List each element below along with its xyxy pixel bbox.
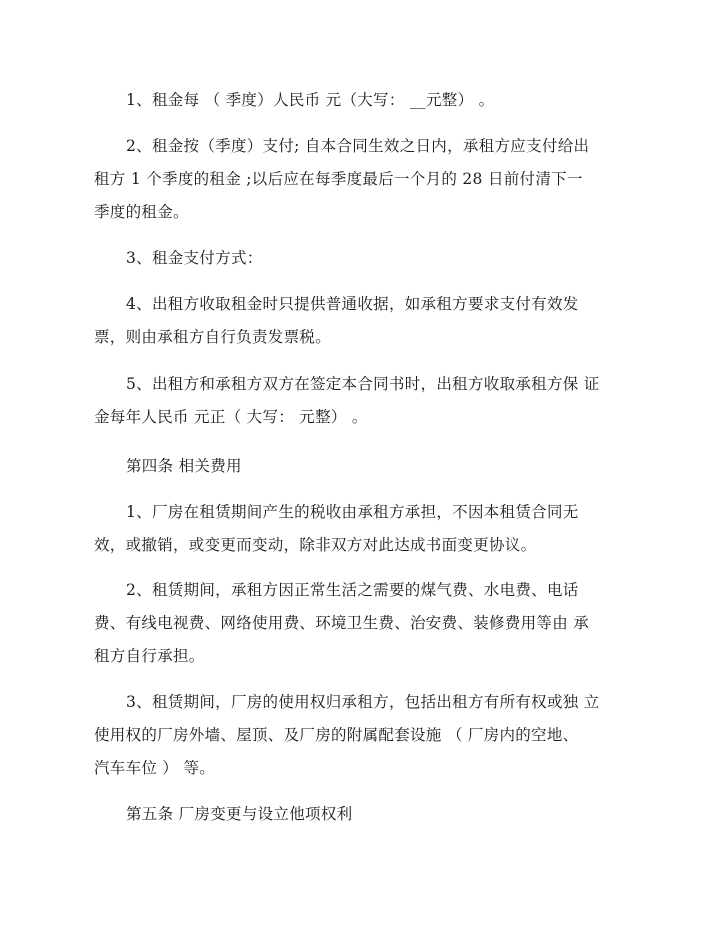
rent-item-5 [94,368,626,434]
text-line: 金每年人民币 元正（ 大写： 元整） 。 [94,408,368,426]
text-line: 1、厂房在租赁期间产生的税收由承租方承担，不因本租赁合同无 [126,503,579,521]
article-5-heading [94,798,626,831]
section-heading: 第五条 厂房变更与设立他项权利 [126,805,353,823]
text-line: 租方自行承担。 [94,647,205,665]
rent-item-2 [94,130,626,229]
fee-item-3 [94,686,626,785]
text-line: 2、租金按（季度）支付; 自本合同生效之日内，承租方应支付给出 [126,137,590,155]
rent-item-1 [94,84,626,117]
text-line: 2、租赁期间，承租方因正常生活之需要的煤气费、水电费、电话 [126,581,579,599]
text-line: 3、租金支付方式： [126,249,263,267]
text-line: 租方 1 个季度的租金 ;以后应在每季度最后一个月的 28 日前付清下一 [94,170,583,188]
rent-item-3 [94,242,626,275]
fee-item-2 [94,574,626,673]
text-line: 5、出租方和承租方双方在签定本合同书时，出租方收取承租方保 证 [126,375,600,393]
text-line: 效，或撤销，或变更而变动，除非双方对此达成书面变更协议。 [94,536,537,554]
rent-item-4 [94,288,626,354]
text-line: 汽车车位 ） 等。 [94,759,216,777]
article-4-heading [94,450,626,483]
text-line: 3、租赁期间，厂房的使用权归承租方，包括出租方有所有权或独 立 [126,693,600,711]
text-line: 1、租金每 （ 季度）人民币 元（大写： __元整） 。 [126,91,495,109]
text-line: 票，则由承租方自行负责发票税。 [94,328,332,346]
text-line: 费、有线电视费、网络使用费、环境卫生费、治安费、装修费用等由 承 [94,614,590,632]
section-heading: 第四条 相关费用 [126,457,242,475]
text-line: 使用权的厂房外墙、屋顶、及厂房的附属配套设施 （ 厂房内的空地、 [94,726,579,744]
fee-item-1 [94,496,626,562]
text-line: 季度的租金。 [94,203,189,221]
text-line: 4、出租方收取租金时只提供普通收据，如承租方要求支付有效发 [126,295,579,313]
